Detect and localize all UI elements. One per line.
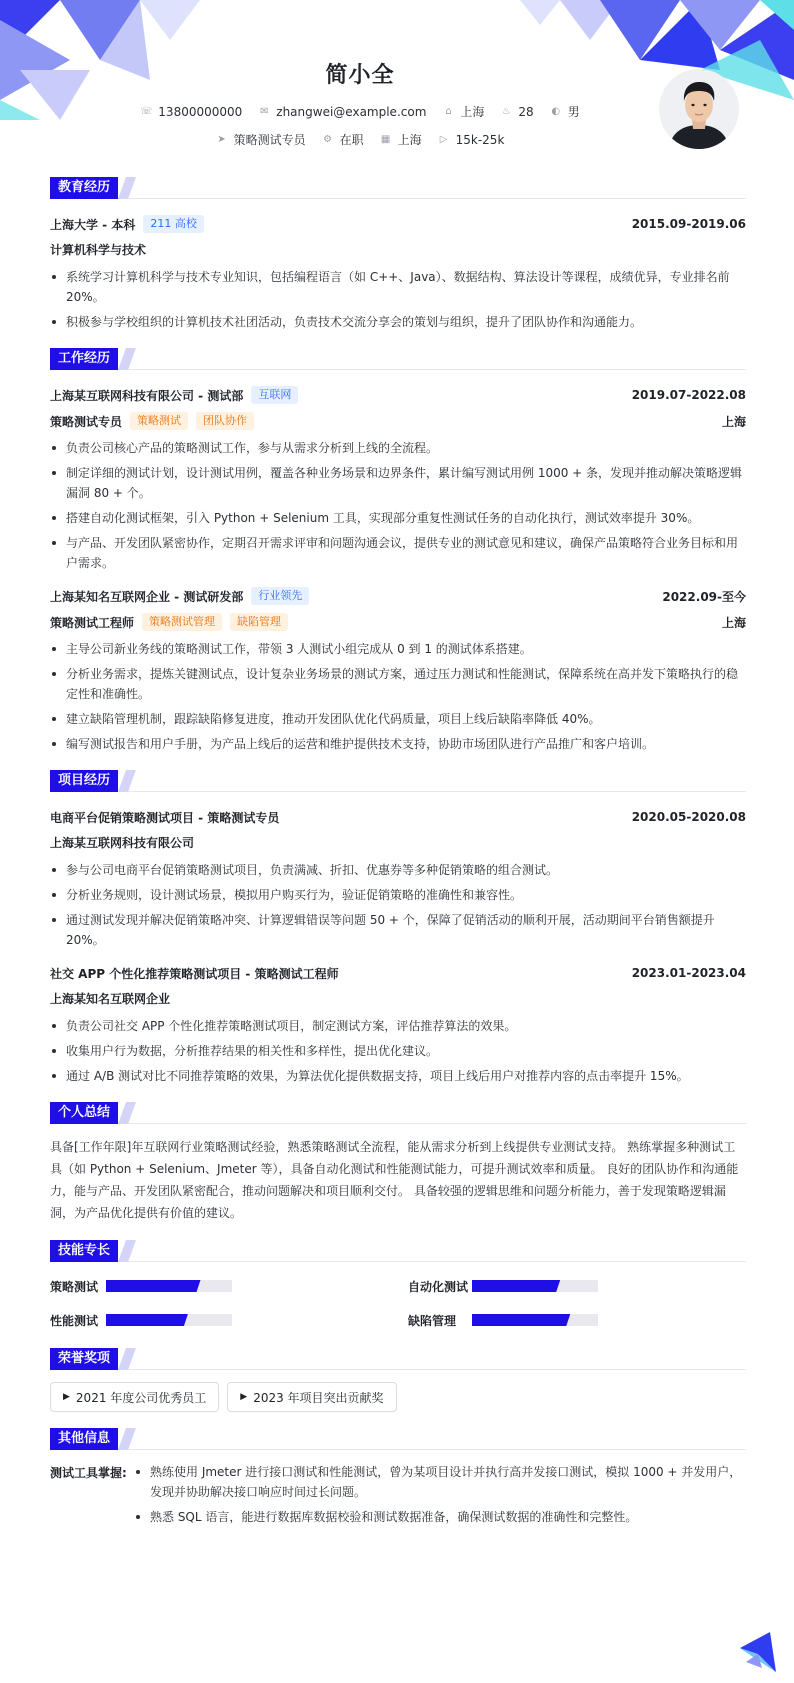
mail-icon: ✉ xyxy=(260,105,269,117)
summary-section xyxy=(50,1102,746,1224)
skill-bar xyxy=(472,1280,598,1292)
project-org: 上海某互联网科技有限公司 xyxy=(50,836,195,850)
project-org: 上海某知名互联网企业 xyxy=(50,992,171,1006)
skill-label: 策略测试 xyxy=(50,1279,99,1294)
role-tag: 缺陷管理 xyxy=(230,613,288,631)
list-item: 分析业务规则，设计测试场景，模拟用户购买行为，验证促销策略的准确性和兼容性。 xyxy=(50,885,746,905)
other-header xyxy=(50,1428,746,1450)
skills-section xyxy=(50,1240,746,1332)
section-title: 工作经历 xyxy=(50,348,118,370)
gender-value: 男 xyxy=(567,105,580,119)
play-circle-icon: ▷ xyxy=(439,133,448,145)
period: 2020.05-2020.08 xyxy=(631,810,746,824)
resume-header xyxy=(0,0,794,160)
title-accent xyxy=(118,1348,136,1370)
position-item xyxy=(216,131,306,148)
company-name: 上海某互联网科技有限公司 - 测试部 xyxy=(50,388,244,403)
age-value: 28 xyxy=(518,104,534,119)
bullet-list xyxy=(134,1462,746,1532)
skill-label: 缺陷管理 xyxy=(408,1313,457,1328)
bullet-list xyxy=(50,438,746,573)
company-name: 上海某知名互联网企业 - 测试研发部 xyxy=(50,589,244,604)
resume-body xyxy=(50,177,746,1548)
skill-fill xyxy=(472,1314,570,1326)
intention-row xyxy=(0,131,720,148)
status-value: 在职 xyxy=(339,133,364,147)
play-triangle-icon: ▶ xyxy=(63,1392,70,1402)
project-entry xyxy=(50,960,746,1086)
summary-text: 具备[工作年限]年互联网行业策略测试经验，熟悉策略测试全流程，能从需求分析到上线提供专业测试支持。 熟练掌握多种测试工具（如 Python + Selenium、Jmeter 等），具备自动化测试和性能测试能力，可提升测试效率和质量。 良好的团队协作和沟通能力，能与产品、开发团队紧密配合，推动问题解决和项目顺利交付。 具备较强的逻辑思维和问题分析能力，善于发现策略逻辑漏洞，为产品优化提供有价值的建议。 xyxy=(50,1140,739,1220)
skill-label: 自动化测试 xyxy=(408,1279,469,1294)
salary-item xyxy=(438,131,505,148)
role-name: 策略测试工程师 xyxy=(50,615,135,630)
period: 2019.07-2022.08 xyxy=(631,388,746,402)
title-accent xyxy=(118,1102,136,1124)
projects-section xyxy=(50,770,746,1086)
phone-item xyxy=(140,103,242,120)
skill-item xyxy=(50,1274,388,1298)
status-item xyxy=(322,131,364,148)
honors-header xyxy=(50,1348,746,1370)
education-section xyxy=(50,177,746,332)
role-tag: 策略测试管理 xyxy=(142,613,222,631)
school-name: 上海大学 - 本科 xyxy=(50,217,136,232)
award-badge xyxy=(50,1382,219,1412)
skill-item xyxy=(408,1274,746,1298)
gender-item xyxy=(550,103,580,120)
list-item: 建立缺陷管理机制，跟踪缺陷修复进度，推动开发团队优化代码质量，项目上线后缺陷率降低 40%。 xyxy=(50,709,746,729)
age-item xyxy=(500,103,533,120)
list-item: 熟悉 SQL 语言，能进行数据库数据校验和测试数据准备，确保测试数据的准确性和完整性。 xyxy=(134,1507,746,1527)
title-accent xyxy=(118,348,136,370)
email-value: zhangwei@example.com xyxy=(276,104,427,119)
education-entry xyxy=(50,211,746,332)
salary-value: 15k-25k xyxy=(455,132,505,147)
title-accent xyxy=(118,1428,136,1450)
skill-item xyxy=(50,1308,388,1332)
list-item: 负责公司核心产品的策略测试工作，参与从需求分析到上线的全流程。 xyxy=(50,438,746,458)
work-entry xyxy=(50,382,746,573)
building-icon: ▦ xyxy=(380,133,391,145)
position-value: 策略测试专员 xyxy=(233,133,306,147)
list-item: 负责公司社交 APP 个性化推荐策略测试项目，制定测试方案，评估推荐算法的效果。 xyxy=(50,1016,746,1036)
bullet-list xyxy=(50,639,746,754)
school-tag: 211 高校 xyxy=(143,215,204,233)
city-value: 上海 xyxy=(397,133,422,147)
bullet-list xyxy=(50,860,746,950)
city: 上海 xyxy=(721,414,746,429)
list-item: 分析业务需求，提炼关键测试点，设计复杂业务场景的测试方案，通过压力测试和性能测试，保障系统在高并发下策略执行的稳定性和准确性。 xyxy=(50,664,746,704)
list-item: 制定详细的测试计划，设计测试用例，覆盖各种业务场景和边界条件，累计编写测试用例 1000 + 条，发现并推动解决策略逻辑漏洞 80 + 个。 xyxy=(50,463,746,503)
skill-fill xyxy=(472,1280,560,1292)
list-item: 收集用户行为数据，分析推荐结果的相关性和多样性，提出优化建议。 xyxy=(50,1041,746,1061)
location-item xyxy=(442,103,484,120)
avatar xyxy=(659,69,739,149)
other-info xyxy=(50,1462,746,1532)
company-tag: 行业领先 xyxy=(251,587,309,605)
title-accent xyxy=(118,177,136,199)
skill-item xyxy=(408,1308,746,1332)
work-header xyxy=(50,348,746,370)
skill-fill xyxy=(106,1314,188,1326)
work-section xyxy=(50,348,746,754)
city-item xyxy=(380,131,422,148)
list-item: 积极参与学校组织的计算机技术社团活动，负责技术交流分享会的策划与组织，提升了团队协作和沟通能力。 xyxy=(50,312,746,332)
home-icon: ⌂ xyxy=(445,105,452,117)
list-item: 与产品、开发团队紧密协作，定期召开需求评审和问题沟通会议，提供专业的测试意见和建议，确保产品策略符合业务目标和用户需求。 xyxy=(50,533,746,573)
bullet-list xyxy=(50,267,746,332)
list-item: 通过 A/B 测试对比不同推荐策略的效果，为算法优化提供数据支持，项目上线后用户对推荐内容的点击率提升 15%。 xyxy=(50,1066,746,1086)
project-name: 社交 APP 个性化推荐策略测试项目 - 策略测试工程师 xyxy=(50,966,339,981)
candidate-name: 简小全 xyxy=(325,63,395,88)
gender-icon: ◐ xyxy=(551,105,561,117)
period: 2015.09-2019.06 xyxy=(631,217,746,231)
skill-bar xyxy=(106,1314,232,1326)
city: 上海 xyxy=(721,615,746,630)
contact-row xyxy=(0,103,720,120)
period: 2023.01-2023.04 xyxy=(631,966,746,980)
gear-icon: ⚙ xyxy=(323,133,333,145)
list-item: 编写测试报告和用户手册，为产品上线后的运营和维护提供技术支持，协助市场团队进行产品推广和客户培训。 xyxy=(50,734,746,754)
section-title: 其他信息 xyxy=(50,1428,118,1450)
email-item xyxy=(258,103,426,120)
projects-header xyxy=(50,770,746,792)
section-title: 荣誉奖项 xyxy=(50,1348,118,1370)
award-label: 2023 年项目突出贡献奖 xyxy=(253,1390,384,1405)
award-label: 2021 年度公司优秀员工 xyxy=(75,1390,207,1405)
section-title: 教育经历 xyxy=(50,177,118,199)
other-section xyxy=(50,1428,746,1532)
role-tag: 团队协作 xyxy=(196,412,254,430)
skill-fill xyxy=(106,1280,201,1292)
section-title: 项目经历 xyxy=(50,770,118,792)
location-value: 上海 xyxy=(460,105,485,119)
send-icon: ➤ xyxy=(217,133,226,145)
company-tag: 互联网 xyxy=(251,386,298,404)
summary-header xyxy=(50,1102,746,1124)
section-title: 个人总结 xyxy=(50,1102,118,1124)
section-title: 技能专长 xyxy=(50,1240,118,1262)
work-entry xyxy=(50,583,746,754)
skill-label: 性能测试 xyxy=(50,1313,99,1328)
corner-decoration xyxy=(740,1632,776,1672)
project-name: 电商平台促销策略测试项目 - 策略测试专员 xyxy=(50,810,280,825)
list-item: 通过测试发现并解决促销策略冲突、计算逻辑错误等问题 50 + 个，保障了促销活动的顺利开展，活动期间平台销售额提升 20%。 xyxy=(50,910,746,950)
list-item: 系统学习计算机科学与技术专业知识，包括编程语言（如 C++、Java）、数据结构、算法设计等课程，成绩优异，专业排名前 20%。 xyxy=(50,267,746,307)
role-tag: 策略测试 xyxy=(130,412,188,430)
phone-icon: ☏ xyxy=(140,105,153,117)
title-accent xyxy=(118,770,136,792)
list-item: 搭建自动化测试框架，引入 Python + Selenium 工具，实现部分重复性测试任务的自动化执行，测试效率提升 30%。 xyxy=(50,508,746,528)
phone-value: 13800000000 xyxy=(158,104,243,119)
list-item: 主导公司新业务线的策略测试工作，带领 3 人测试小组完成从 0 到 1 的测试体系搭建。 xyxy=(50,639,746,659)
project-entry xyxy=(50,804,746,950)
skills-grid xyxy=(50,1274,746,1332)
honors-section xyxy=(50,1348,746,1412)
awards-list xyxy=(50,1382,746,1412)
education-header xyxy=(50,177,746,199)
role-name: 策略测试专员 xyxy=(50,414,123,429)
skills-header xyxy=(50,1240,746,1262)
title-accent xyxy=(118,1240,136,1262)
award-badge xyxy=(227,1382,396,1412)
cake-icon: ♨ xyxy=(501,105,511,117)
skill-bar xyxy=(106,1280,232,1292)
play-triangle-icon: ▶ xyxy=(240,1392,248,1402)
major: 计算机科学与技术 xyxy=(50,243,147,257)
bullet-list xyxy=(50,1016,746,1086)
list-item: 参与公司电商平台促销策略测试项目，负责满减、折扣、优惠券等多种促销策略的组合测试。 xyxy=(50,860,746,880)
other-label: 测试工具掌握: xyxy=(50,1466,127,1480)
period: 2022.09-至今 xyxy=(662,589,746,604)
skill-bar xyxy=(472,1314,598,1326)
list-item: 熟练使用 Jmeter 进行接口测试和性能测试，曾为某项目设计并执行高并发接口测试，模拟 1000 + 并发用户，发现并协助解决接口响应时间过长问题。 xyxy=(134,1462,746,1502)
